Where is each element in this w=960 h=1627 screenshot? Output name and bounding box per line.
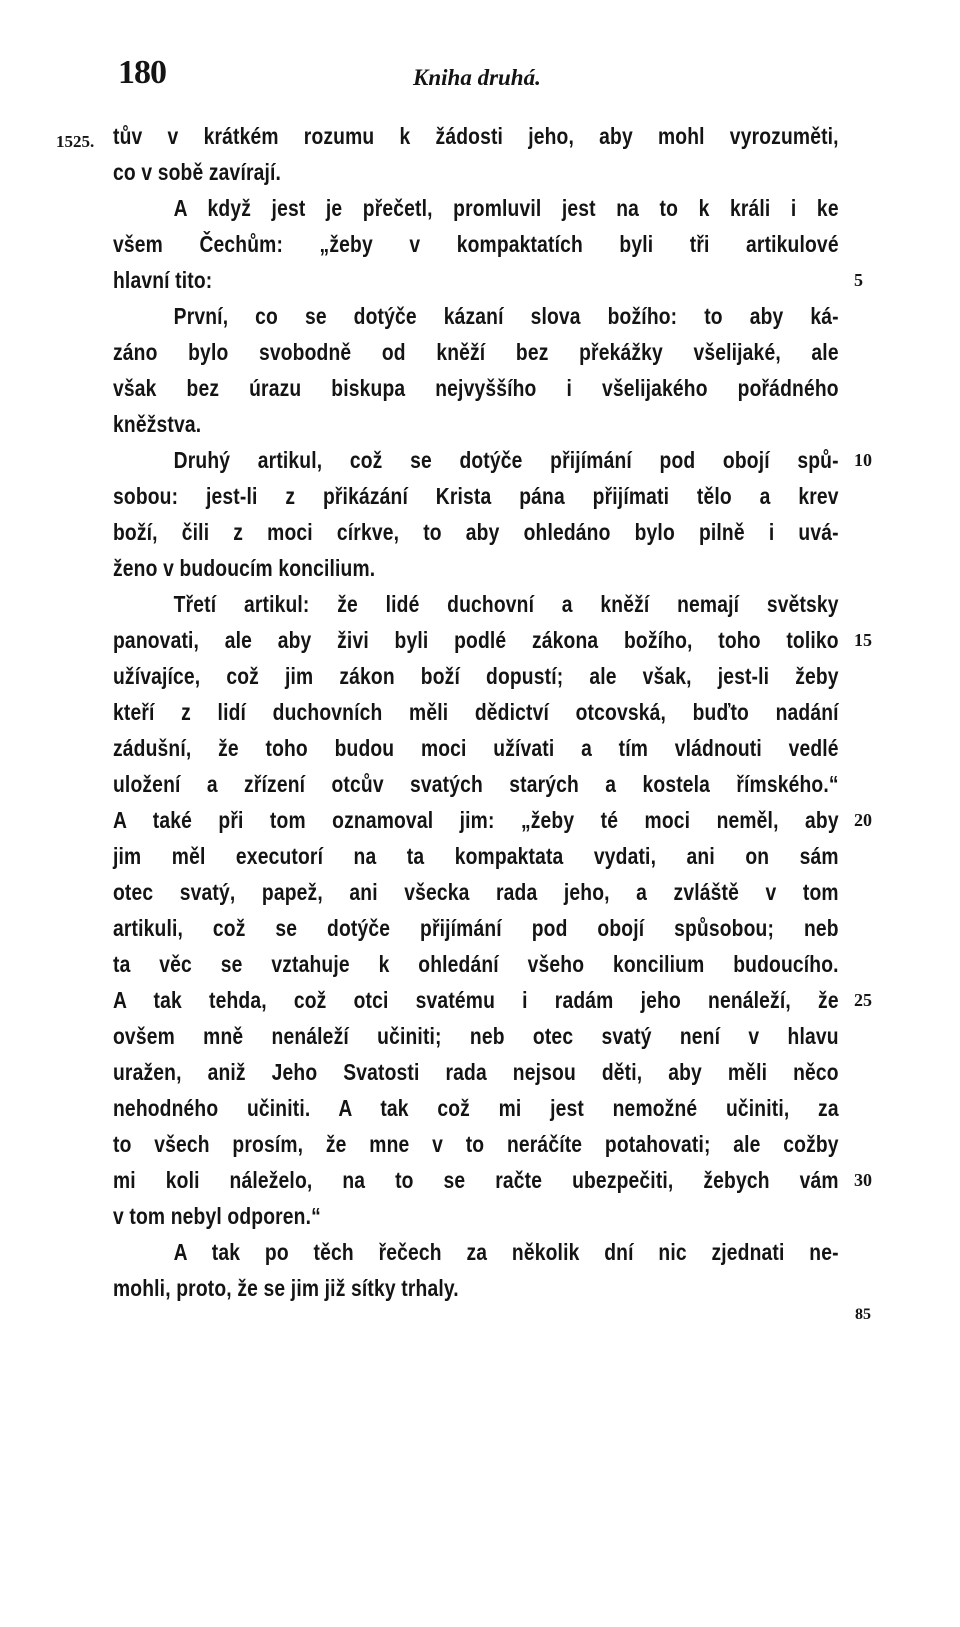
text-line: A když jest je přečetl, promluvil jest na to k králi i ke [173,195,839,221]
text-line: A tak tehda, což otci svatému i radám jeho nenáleží, že [113,987,839,1013]
text-line: A tak po těch řečech za několik dní nic zjednati ne- [173,1239,839,1265]
text-line: mohli, proto, že se jim již sítky trhaly. [113,1275,459,1301]
text-line: artikuli, což se dotýče přijímání pod obojí spůsobou; neb [113,915,839,941]
text-line: co v sobě zavírají. [113,159,282,185]
line-number: 15 [854,630,872,650]
text-line: uložení a zřízení otcův svatých starých a kostela římského.“ [113,771,839,797]
page-number: 180 [118,54,166,91]
text-line: panovati, ale aby živi byli podlé zákona božího, toho toliko [113,627,839,653]
text-line: to všech prosím, že mne v to neráčíte potahovati; ale cožby [113,1131,839,1157]
line-number: 25 [854,990,872,1010]
text-line: ovšem mně nenáleží učiniti; neb otec svatý není v hlavu [113,1023,839,1049]
text-line: všem Čechům: „žeby v kompaktatích byli tři artikulové [113,231,839,257]
text-line: kněžstva. [113,411,202,437]
line-number: 5 [854,270,863,290]
text-line: A také při tom oznamoval jim: „žeby té moci neměl, aby [113,807,839,833]
text-line: ta věc se vztahuje k ohledání všeho koncilium budoucího. [113,951,839,977]
line-number: 10 [854,450,872,470]
signature-mark: 85 [855,1306,871,1323]
text-line: otec svatý, papež, ani všecka rada jeho, a zvláště v tom [113,879,839,905]
text-line: První, co se dotýče kázaní slova božího: to aby ká- [173,303,839,329]
text-line: nehodného učiniti. A tak což mi jest nemožné učiniti, za [113,1095,839,1121]
running-head [0,54,960,104]
text-line: ženo v budoucím koncilium. [113,555,376,581]
text-line: sobou: jest-li z přikázání Krista pána přijímati tělo a krev [113,483,839,509]
book-title: Kniha druhá. [413,65,541,90]
margin-year: 1525. [56,132,95,151]
text-line: mi koli náleželo, na to se račte ubezpečiti, žebych vám [113,1167,839,1193]
text-line: v tom nebyl odporen.“ [113,1203,321,1229]
text-line: záno bylo svobodně od kněží bez překážky všelijaké, ale [113,339,839,365]
text-line: však bez úrazu biskupa nejvyššího i všelijakého pořádného [113,375,839,401]
text-line: užívajíce, což jim zákon boží dopustí; ale však, jest-li žeby [113,663,839,689]
text-line: boží, čili z moci církve, to aby ohledáno bylo pilně i uvá- [113,519,839,545]
text-line: kteří z lidí duchovních měli dědictví otcovská, buďto nadání [113,699,839,725]
text-line: Druhý artikul, což se dotýče přijímání pod obojí spů- [173,447,839,473]
text-line: jim měl executorí na ta kompaktata vydati, ani on sám [113,843,839,869]
text-line: Třetí artikul: že lidé duchovní a kněží nemají světsky [173,591,839,617]
line-number: 20 [854,810,872,830]
text-line: tův v krátkém rozumu k žádosti jeho, aby mohl vyrozuměti, [113,123,839,149]
body-text [113,118,839,1306]
text-line: zádušní, že toho budou moci užívati a tím vládnouti vedlé [113,735,839,761]
text-line: hlavní tito: [113,267,213,293]
text-line: uražen, aniž Jeho Svatosti rada nejsou děti, aby měli něco [113,1059,839,1085]
line-number: 30 [854,1170,872,1190]
